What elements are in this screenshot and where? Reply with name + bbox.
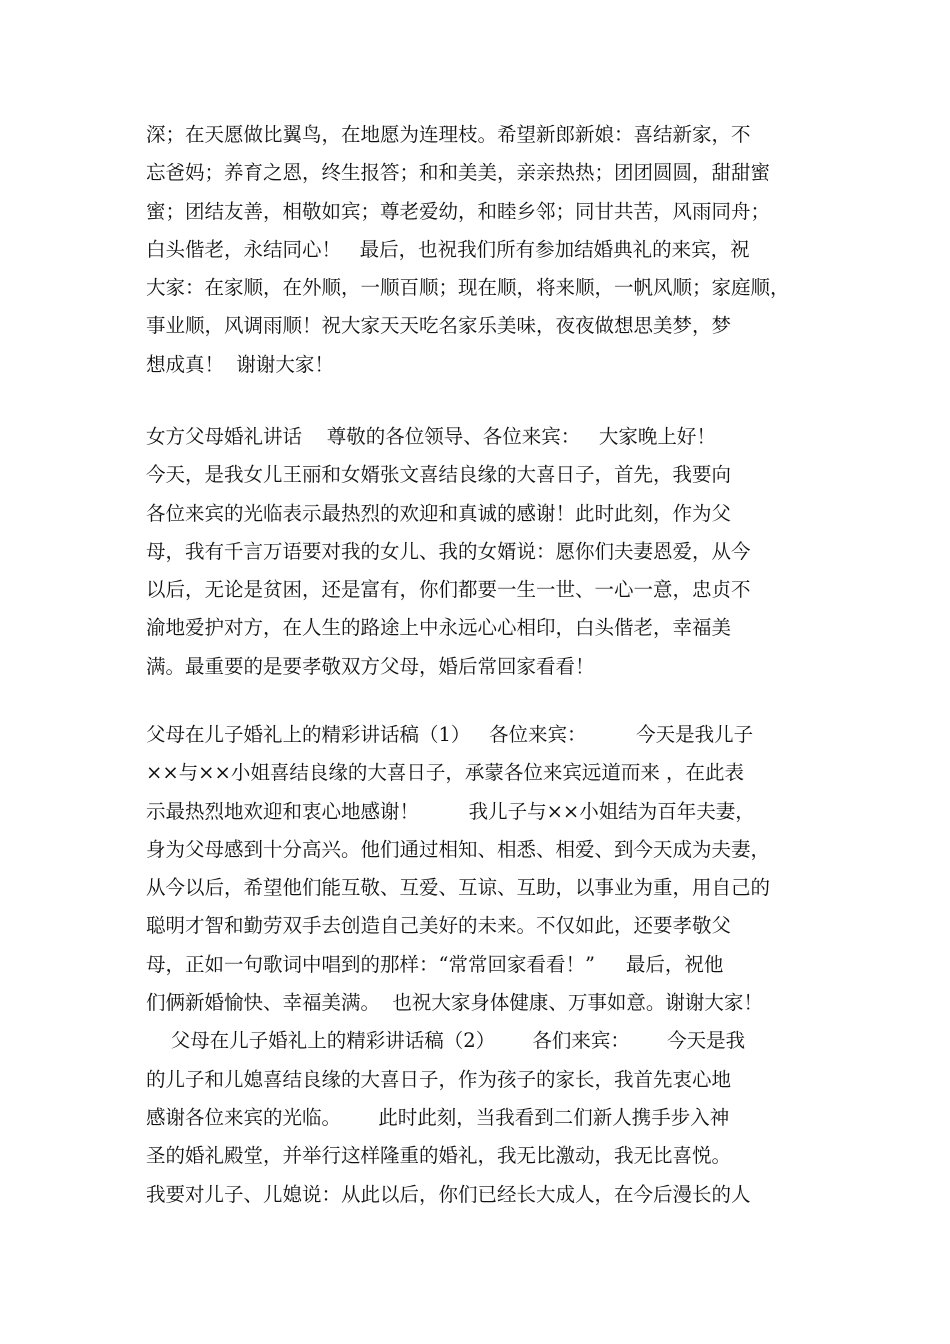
paragraph-groom-parents-speech xyxy=(146,716,806,1214)
text-line: 圣的婚礼殿堂，并举行这样隆重的婚礼，我无比激动，我无比喜悦。 xyxy=(146,1144,732,1168)
text-line: 我要对儿子、儿媳说：从此以后，你们已经长大成人，在今后漫长的人 xyxy=(146,1182,751,1206)
text-line: 感谢各位来宾的光临。 此时此刻，当我看到二们新人携手步入神 xyxy=(146,1105,730,1129)
text-line: 父母在儿子婚礼上的精彩讲话稿（2） 各们来宾： 今天是我 xyxy=(146,1029,746,1053)
text-line: 父母在儿子婚礼上的精彩讲话稿（1） 各位来宾： 今天是我儿子 xyxy=(146,723,754,746)
text-line: 想成真！ 谢谢大家！ xyxy=(146,352,334,376)
text-line: 以后，无论是贫困，还是富有，你们都要一生一世、一心一意，忠贞不 xyxy=(146,578,751,602)
text-line: 满。最重要的是要孝敬双方父母，婚后常回家看看！ xyxy=(146,654,595,678)
text-line: 聪明才智和勤劳双手去创造自己美好的未来。不仅如此，还要孝敬父 xyxy=(146,914,732,938)
text-line: 深；在天愿做比翼鸟，在地愿为连理枝。希望新郎新娘：喜结新家，不 xyxy=(146,123,751,146)
text-line: 各位来宾的光临表示最热烈的欢迎和真诚的感谢！此时此刻，作为父 xyxy=(146,501,732,525)
text-line: 蜜；团结友善，相敬如宾；尊老爱幼，和睦乡邻；同甘共苦，风雨同舟； xyxy=(146,199,771,223)
text-line: 从今以后，希望他们能互敬、互爱、互谅、互助，以事业为重，用自己的 xyxy=(146,876,771,900)
text-line: 白头偕老，永结同心！ 最后，也祝我们所有参加结婚典礼的来宾，祝 xyxy=(146,237,750,261)
text-line: 忘爸妈；养育之恩，终生报答；和和美美，亲亲热热；团团圆圆，甜甜蜜 xyxy=(146,161,771,185)
text-line: 大家：在家顺，在外顺，一顺百顺；现在顺，将来顺，一帆风顺；家庭顺， xyxy=(146,276,790,300)
text-line: 示最热烈地欢迎和衷心地感谢！ 我儿子与××小姐结为百年夫妻， xyxy=(146,799,755,823)
paragraph-bride-parents-speech xyxy=(146,418,806,686)
text-line: 的儿子和儿媳喜结良缘的大喜日子，作为孩子的家长，我首先衷心地 xyxy=(146,1067,732,1091)
text-line: 母，我有千言万语要对我的女儿、我的女婿说：愿你们夫妻恩爱，从今 xyxy=(146,539,751,563)
text-line: 渝地爱护对方，在人生的路途上中永远心心相印，白头偕老，幸福美 xyxy=(146,616,732,640)
text-line: 今天，是我女儿王丽和女婿张文喜结良缘的大喜日子，首先，我要向 xyxy=(146,463,732,487)
text-line: 女方父母婚礼讲话 尊敬的各位领导、各位来宾： 大家晚上好！ xyxy=(146,425,716,448)
text-line: 母，正如一句歌词中唱到的那样：“常常回家看看！” 最后，祝他 xyxy=(146,952,724,976)
text-line: 事业顺，风调雨顺！祝大家天天吃名家乐美味，夜夜做想思美梦，梦 xyxy=(146,314,732,338)
text-line: 身为父母感到十分高兴。他们通过相知、相悉、相爱、到今天成为夫妻， xyxy=(146,837,771,861)
text-line: 们俩新婚愉快、幸福美满。 也祝大家身体健康、万事如意。谢谢大家！ xyxy=(146,991,763,1015)
text-line: ××与××小姐喜结良缘的大喜日子，承蒙各位来宾远道而来 ，在此表 xyxy=(146,761,745,785)
paragraph-closing-blessing xyxy=(146,116,806,384)
